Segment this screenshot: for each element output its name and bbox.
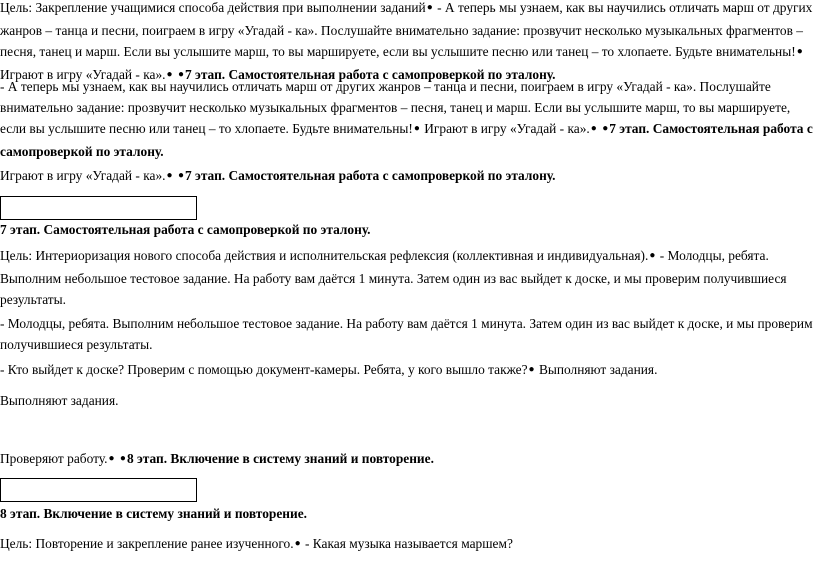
bullet-icon: ● — [426, 2, 433, 13]
stage-7-heading-inline: 7 этап. Самостоятельная работа с самопроверкой по эталону. — [0, 121, 813, 159]
bullet-icon: ● — [166, 69, 173, 80]
stage-7-heading-inline: 7 этап. Самостоятельная работа с самопроверкой по эталону. — [184, 67, 556, 82]
stage-7-heading: 7 этап. Самостоятельная работа с самопроверкой по эталону. — [0, 222, 371, 237]
empty-frame-box — [0, 478, 197, 502]
paragraph-goal-interiorization: Цель: Интериоризация нового способа действия и исполнительская рефлексия (коллективная и индивидуальная).● - Молодцы, ребята. Выполним небольшое тестовое задание. На работу вам даётся 1 минута. Затем один из вас выйдет к доске, и мы проверим получившиеся результаты. — [0, 248, 787, 307]
bullet-icon: ● — [177, 170, 184, 181]
paragraph-game-play: Играют в игру «Угадай - ка».● ●7 этап. Самостоятельная работа с самопроверкой по эталону. — [0, 168, 556, 183]
bullet-icon: ● — [294, 538, 301, 549]
paragraph-check-work: Проверяют работу.● ●8 этап. Включение в систему знаний и повторение. — [0, 451, 434, 466]
paragraph-doing-tasks: Выполняют задания. — [0, 393, 119, 408]
stage-8-heading: 8 этап. Включение в систему знаний и повторение. — [0, 506, 307, 521]
bullet-icon: ● — [119, 453, 126, 464]
paragraph-goal-consolidation: Цель: Закрепление учащимися способа действия при выполнении заданий● - А теперь мы узнаем, как вы научились отличать марш от других жанров – танца и песни, поиграем в игру «Угадай - ка». Послушайте внимательно задание: прозвучит несколько музыкальных фрагментов – песня, танец и марш. Если вы услышите марш, то вы маршируете, если вы услышите песню или танец – то хлопаете. Будьте внимательны!● Играют в игру «Угадай - ка».● ●7 этап. Самостоятельная работа с самопроверкой по эталону. — [0, 0, 813, 82]
bullet-icon: ● — [796, 46, 803, 57]
paragraph-who-goes-to-board: - Кто выйдет к доске? Проверим с помощью документ-камеры. Ребята, у кого вышло также?● Выполняют задания. — [0, 362, 658, 377]
bullet-icon: ● — [528, 364, 535, 375]
bullet-icon: ● — [602, 123, 609, 134]
paragraph-goal-repetition: Цель: Повторение и закрепление ранее изученного.● - Какая музыка называется маршем? — [0, 536, 513, 551]
paragraph-test-task: - Молодцы, ребята. Выполним небольшое тестовое задание. На работу вам даётся 1 минута. Затем один из вас выйдет к доске, и мы проверим получившиеся результаты. — [0, 316, 813, 352]
bullet-icon: ● — [166, 170, 173, 181]
paragraph-game-instructions: - А теперь мы узнаем, как вы научились отличать марш от других жанров – танца и песни, поиграем в игру «Угадай - ка». Послушайте внимательно задание: прозвучит несколько музыкальных фрагментов – песня, танец и марш. Если вы услышите марш, то вы маршируете, если вы услышите песню или танец – то хлопаете. Будьте внимательны!● Играют в игру «Угадай - ка».● ●7 этап. Самостоятельная работа с самопроверкой по эталону. — [0, 79, 813, 159]
empty-frame-box — [0, 196, 197, 220]
bullet-icon: ● — [649, 250, 656, 261]
bullet-icon: ● — [590, 123, 597, 134]
stage-7-heading-inline: 7 этап. Самостоятельная работа с самопроверкой по эталону. — [184, 168, 556, 183]
stage-8-heading-inline: 8 этап. Включение в систему знаний и повторение. — [126, 451, 434, 466]
bullet-icon: ● — [108, 453, 115, 464]
bullet-icon: ● — [413, 123, 420, 134]
bullet-icon: ● — [177, 69, 184, 80]
